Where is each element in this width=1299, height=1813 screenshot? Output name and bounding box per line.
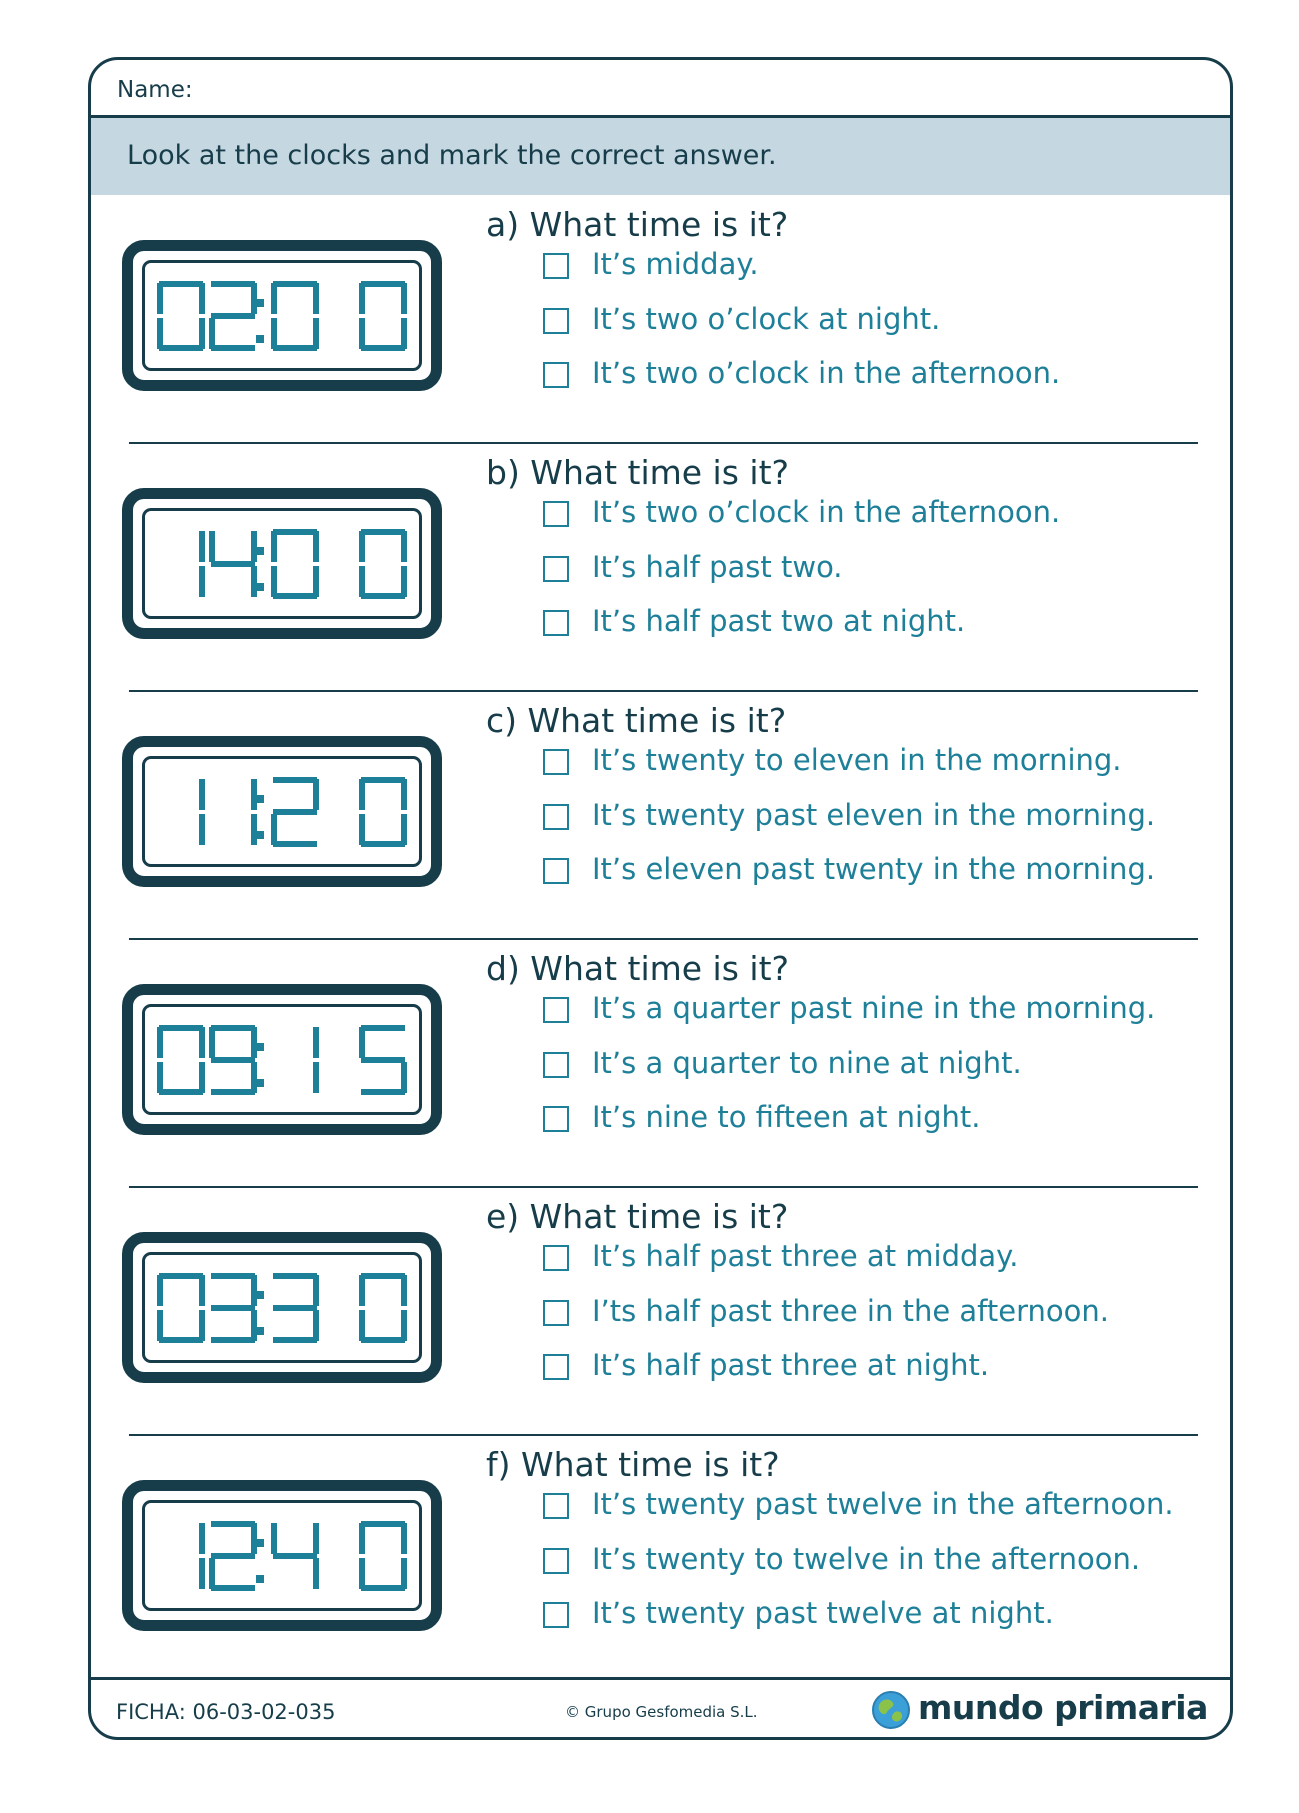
ficha-code: FICHA: 06-03-02-035 bbox=[116, 1700, 336, 1724]
clock-colon-dot bbox=[256, 1539, 264, 1547]
digit-segment bbox=[361, 1521, 405, 1527]
digit-segment bbox=[313, 531, 319, 562]
digit-segment bbox=[157, 1310, 163, 1341]
checkbox[interactable] bbox=[543, 1106, 569, 1132]
digit-segment bbox=[401, 1310, 407, 1341]
digit-segment bbox=[359, 1310, 365, 1341]
digit-segment bbox=[211, 1089, 255, 1095]
checkbox[interactable] bbox=[543, 1493, 569, 1519]
clock-digit bbox=[359, 1521, 407, 1591]
digit-segment bbox=[401, 283, 407, 314]
clock-digit bbox=[199, 531, 205, 597]
question-section-f bbox=[91, 1435, 1230, 1683]
digit-segment bbox=[273, 809, 317, 815]
option-text: It’s two o’clock at night. bbox=[592, 302, 941, 336]
clock-digits bbox=[133, 251, 431, 380]
clock-digits bbox=[133, 995, 431, 1124]
clock-digit bbox=[313, 1027, 319, 1093]
clock-digit bbox=[157, 1273, 205, 1343]
clock-colon-dot bbox=[256, 1043, 264, 1051]
digit-segment bbox=[211, 1305, 255, 1311]
clock-colon-dot bbox=[256, 547, 264, 555]
digit-segment bbox=[211, 1337, 255, 1343]
checkbox[interactable] bbox=[543, 308, 569, 334]
clock-digit bbox=[271, 1523, 319, 1589]
digit-segment bbox=[251, 1523, 257, 1554]
worksheet bbox=[88, 57, 1233, 1740]
clock-digit bbox=[199, 779, 205, 845]
digit-segment bbox=[273, 529, 317, 535]
digit-segment bbox=[211, 1057, 255, 1063]
digit-segment bbox=[199, 814, 205, 845]
checkbox[interactable] bbox=[543, 1602, 569, 1628]
digit-segment bbox=[271, 318, 277, 349]
digit-segment bbox=[273, 345, 317, 351]
digit-segment bbox=[359, 1523, 365, 1554]
digit-segment bbox=[359, 814, 365, 845]
option-text: I’ts half past three in the afternoon. bbox=[592, 1294, 1109, 1328]
digit-segment bbox=[251, 814, 257, 845]
digit-segment bbox=[209, 318, 215, 349]
clock-digit bbox=[157, 281, 205, 351]
clock-colon-dot bbox=[256, 831, 264, 839]
checkbox[interactable] bbox=[543, 1052, 569, 1078]
digit-segment bbox=[359, 779, 365, 810]
option-text: It’s twenty past eleven in the morning. bbox=[592, 798, 1156, 832]
option-text: It’s half past three at night. bbox=[592, 1348, 990, 1382]
checkbox[interactable] bbox=[543, 1245, 569, 1271]
digit-segment bbox=[251, 1062, 257, 1093]
option-text: It’s two o’clock in the afternoon. bbox=[592, 495, 1061, 529]
digit-segment bbox=[157, 1275, 163, 1306]
clock-colon-dot bbox=[256, 1291, 264, 1299]
digit-segment bbox=[359, 566, 365, 597]
digit-segment bbox=[251, 1027, 257, 1058]
digit-segment bbox=[251, 531, 257, 562]
digit-segment bbox=[199, 318, 205, 349]
digit-segment bbox=[251, 1310, 257, 1341]
digit-segment bbox=[313, 566, 319, 597]
digit-segment bbox=[199, 566, 205, 597]
instruction-text: Look at the clocks and mark the correct answer. bbox=[127, 140, 777, 171]
option-text: It’s a quarter past nine in the morning. bbox=[592, 991, 1156, 1025]
clock-digits bbox=[133, 1243, 431, 1372]
clock-digit bbox=[359, 281, 407, 351]
clock-digit bbox=[271, 281, 319, 351]
digit-segment bbox=[271, 814, 277, 845]
checkbox[interactable] bbox=[543, 1548, 569, 1574]
digit-segment bbox=[211, 1585, 255, 1591]
digit-segment bbox=[401, 814, 407, 845]
option-text: It’s nine to fifteen at night. bbox=[592, 1100, 981, 1134]
clock-digit bbox=[209, 531, 257, 597]
digit-segment bbox=[273, 1273, 317, 1279]
digit-segment bbox=[359, 283, 365, 314]
clock-colon-dot bbox=[256, 299, 264, 307]
digit-segment bbox=[361, 1025, 405, 1031]
clock-colon-dot bbox=[256, 795, 264, 803]
instruction-band bbox=[91, 118, 1230, 195]
digit-segment bbox=[359, 1558, 365, 1589]
digit-segment bbox=[361, 841, 405, 847]
digit-segment bbox=[401, 566, 407, 597]
question-section-b bbox=[91, 443, 1230, 691]
question-title: f) What time is it? bbox=[486, 1445, 780, 1484]
digit-segment bbox=[361, 1057, 405, 1063]
clock-digit bbox=[359, 1273, 407, 1343]
digit-segment bbox=[271, 283, 277, 314]
question-section-c bbox=[91, 691, 1230, 939]
digit-segment bbox=[211, 1025, 255, 1031]
digit-segment bbox=[211, 1553, 255, 1559]
digit-segment bbox=[313, 1027, 319, 1058]
option-text: It’s eleven past twenty in the morning. bbox=[592, 852, 1156, 886]
digit-segment bbox=[273, 777, 317, 783]
digit-segment bbox=[211, 313, 255, 319]
digit-segment bbox=[313, 1310, 319, 1341]
question-title: a) What time is it? bbox=[486, 205, 789, 244]
digit-segment bbox=[209, 531, 215, 562]
digit-segment bbox=[157, 283, 163, 314]
option-text: It’s twenty past twelve at night. bbox=[592, 1596, 1054, 1630]
clock-digits bbox=[133, 1491, 431, 1620]
digit-segment bbox=[361, 281, 405, 287]
footer bbox=[91, 1677, 1230, 1740]
digit-segment bbox=[273, 1305, 317, 1311]
digit-segment bbox=[271, 1523, 277, 1554]
clock-colon-dot bbox=[256, 1575, 264, 1583]
clock-digit bbox=[359, 529, 407, 599]
checkbox[interactable] bbox=[543, 858, 569, 884]
digit-segment bbox=[361, 345, 405, 351]
digit-segment bbox=[359, 318, 365, 349]
digital-clock bbox=[122, 1480, 442, 1631]
digit-segment bbox=[211, 281, 255, 287]
digital-clock bbox=[122, 984, 442, 1135]
digit-segment bbox=[359, 1275, 365, 1306]
digit-segment bbox=[273, 841, 317, 847]
clock-digit bbox=[271, 777, 319, 847]
digit-segment bbox=[211, 1521, 255, 1527]
digit-segment bbox=[401, 1558, 407, 1589]
option-text: It’s twenty to twelve in the afternoon. bbox=[592, 1542, 1141, 1576]
digit-segment bbox=[251, 779, 257, 810]
checkbox[interactable] bbox=[543, 749, 569, 775]
clock-digit bbox=[211, 1273, 257, 1343]
clock-colon-dot bbox=[256, 1079, 264, 1087]
checkbox[interactable] bbox=[543, 362, 569, 388]
clock-digit bbox=[359, 777, 407, 847]
digit-segment bbox=[159, 1089, 203, 1095]
digit-segment bbox=[159, 1025, 203, 1031]
digit-segment bbox=[273, 281, 317, 287]
digital-clock bbox=[122, 1232, 442, 1383]
digit-segment bbox=[251, 566, 257, 597]
digit-segment bbox=[361, 1089, 405, 1095]
digit-segment bbox=[361, 1585, 405, 1591]
digit-segment bbox=[313, 779, 319, 810]
option-text: It’s twenty to eleven in the morning. bbox=[592, 743, 1122, 777]
question-section-d bbox=[91, 939, 1230, 1187]
digit-segment bbox=[199, 1310, 205, 1341]
clock-digit bbox=[209, 281, 257, 351]
digit-segment bbox=[159, 345, 203, 351]
digit-segment bbox=[211, 561, 255, 567]
copyright: © Grupo Gesfomedia S.L. bbox=[565, 1703, 758, 1721]
checkbox[interactable] bbox=[543, 1300, 569, 1326]
digit-segment bbox=[359, 531, 365, 562]
digit-segment bbox=[313, 318, 319, 349]
digit-segment bbox=[273, 1553, 317, 1559]
clock-digit bbox=[157, 1025, 205, 1095]
option-text: It’s two o’clock in the afternoon. bbox=[592, 356, 1061, 390]
digit-segment bbox=[271, 566, 277, 597]
digit-segment bbox=[211, 1273, 255, 1279]
digit-segment bbox=[313, 1275, 319, 1306]
option-text: It’s a quarter to nine at night. bbox=[592, 1046, 1022, 1080]
question-title: d) What time is it? bbox=[486, 949, 790, 988]
digit-segment bbox=[313, 1062, 319, 1093]
digit-segment bbox=[199, 1275, 205, 1306]
checkbox[interactable] bbox=[543, 556, 569, 582]
digit-segment bbox=[361, 1337, 405, 1343]
digit-segment bbox=[401, 1062, 407, 1093]
question-title: b) What time is it? bbox=[486, 453, 790, 492]
digit-segment bbox=[251, 1275, 257, 1306]
digit-segment bbox=[199, 1523, 205, 1554]
digit-segment bbox=[361, 529, 405, 535]
question-section-a bbox=[91, 195, 1230, 443]
clock-digits bbox=[133, 747, 431, 876]
digit-segment bbox=[199, 1062, 205, 1093]
option-text: It’s twenty past twelve in the afternoon. bbox=[592, 1487, 1174, 1521]
digit-segment bbox=[401, 1275, 407, 1306]
question-title: c) What time is it? bbox=[486, 701, 787, 740]
question-title: e) What time is it? bbox=[486, 1197, 789, 1236]
clock-digits bbox=[133, 499, 431, 628]
digit-segment bbox=[313, 283, 319, 314]
digit-segment bbox=[401, 1523, 407, 1554]
globe-icon bbox=[871, 1690, 911, 1730]
digit-segment bbox=[273, 1337, 317, 1343]
digit-segment bbox=[251, 283, 257, 314]
checkbox[interactable] bbox=[543, 253, 569, 279]
digit-segment bbox=[313, 1558, 319, 1589]
digit-segment bbox=[209, 1027, 215, 1058]
question-section-e bbox=[91, 1187, 1230, 1435]
digit-segment bbox=[401, 318, 407, 349]
digit-segment bbox=[199, 283, 205, 314]
digit-segment bbox=[361, 1273, 405, 1279]
option-text: It’s half past three at midday. bbox=[592, 1239, 1019, 1273]
clock-digit bbox=[359, 1025, 407, 1095]
logo-text: mundo primaria bbox=[918, 1688, 1208, 1727]
digit-segment bbox=[313, 1523, 319, 1554]
digit-segment bbox=[209, 1558, 215, 1589]
name-row bbox=[91, 60, 1230, 118]
digital-clock bbox=[122, 736, 442, 887]
digit-segment bbox=[199, 779, 205, 810]
option-text: It’s midday. bbox=[592, 247, 759, 281]
digit-segment bbox=[199, 531, 205, 562]
checkbox[interactable] bbox=[543, 997, 569, 1023]
digit-segment bbox=[271, 531, 277, 562]
digit-segment bbox=[199, 1558, 205, 1589]
digit-segment bbox=[159, 1273, 203, 1279]
digit-segment bbox=[273, 593, 317, 599]
clock-digit bbox=[271, 529, 319, 599]
checkbox[interactable] bbox=[543, 501, 569, 527]
digit-segment bbox=[157, 1062, 163, 1093]
option-text: It’s half past two. bbox=[592, 550, 843, 584]
clock-colon-dot bbox=[256, 335, 264, 343]
name-label: Name: bbox=[117, 77, 193, 103]
digit-segment bbox=[199, 1027, 205, 1058]
digit-segment bbox=[159, 281, 203, 287]
digit-segment bbox=[401, 531, 407, 562]
digit-segment bbox=[157, 1027, 163, 1058]
digital-clock bbox=[122, 488, 442, 639]
clock-digit bbox=[273, 1273, 319, 1343]
digit-segment bbox=[157, 318, 163, 349]
clock-digit bbox=[199, 1523, 205, 1589]
clock-digit bbox=[209, 1521, 257, 1591]
digital-clock bbox=[122, 240, 442, 391]
digit-segment bbox=[359, 1027, 365, 1058]
digit-segment bbox=[361, 777, 405, 783]
clock-colon-dot bbox=[256, 583, 264, 591]
digit-segment bbox=[361, 593, 405, 599]
checkbox[interactable] bbox=[543, 804, 569, 830]
digit-segment bbox=[401, 779, 407, 810]
checkbox[interactable] bbox=[543, 610, 569, 636]
option-text: It’s half past two at night. bbox=[592, 604, 966, 638]
clock-colon-dot bbox=[256, 1327, 264, 1335]
checkbox[interactable] bbox=[543, 1354, 569, 1380]
digit-segment bbox=[211, 345, 255, 351]
digit-segment bbox=[159, 1337, 203, 1343]
clock-digit bbox=[209, 1025, 257, 1095]
